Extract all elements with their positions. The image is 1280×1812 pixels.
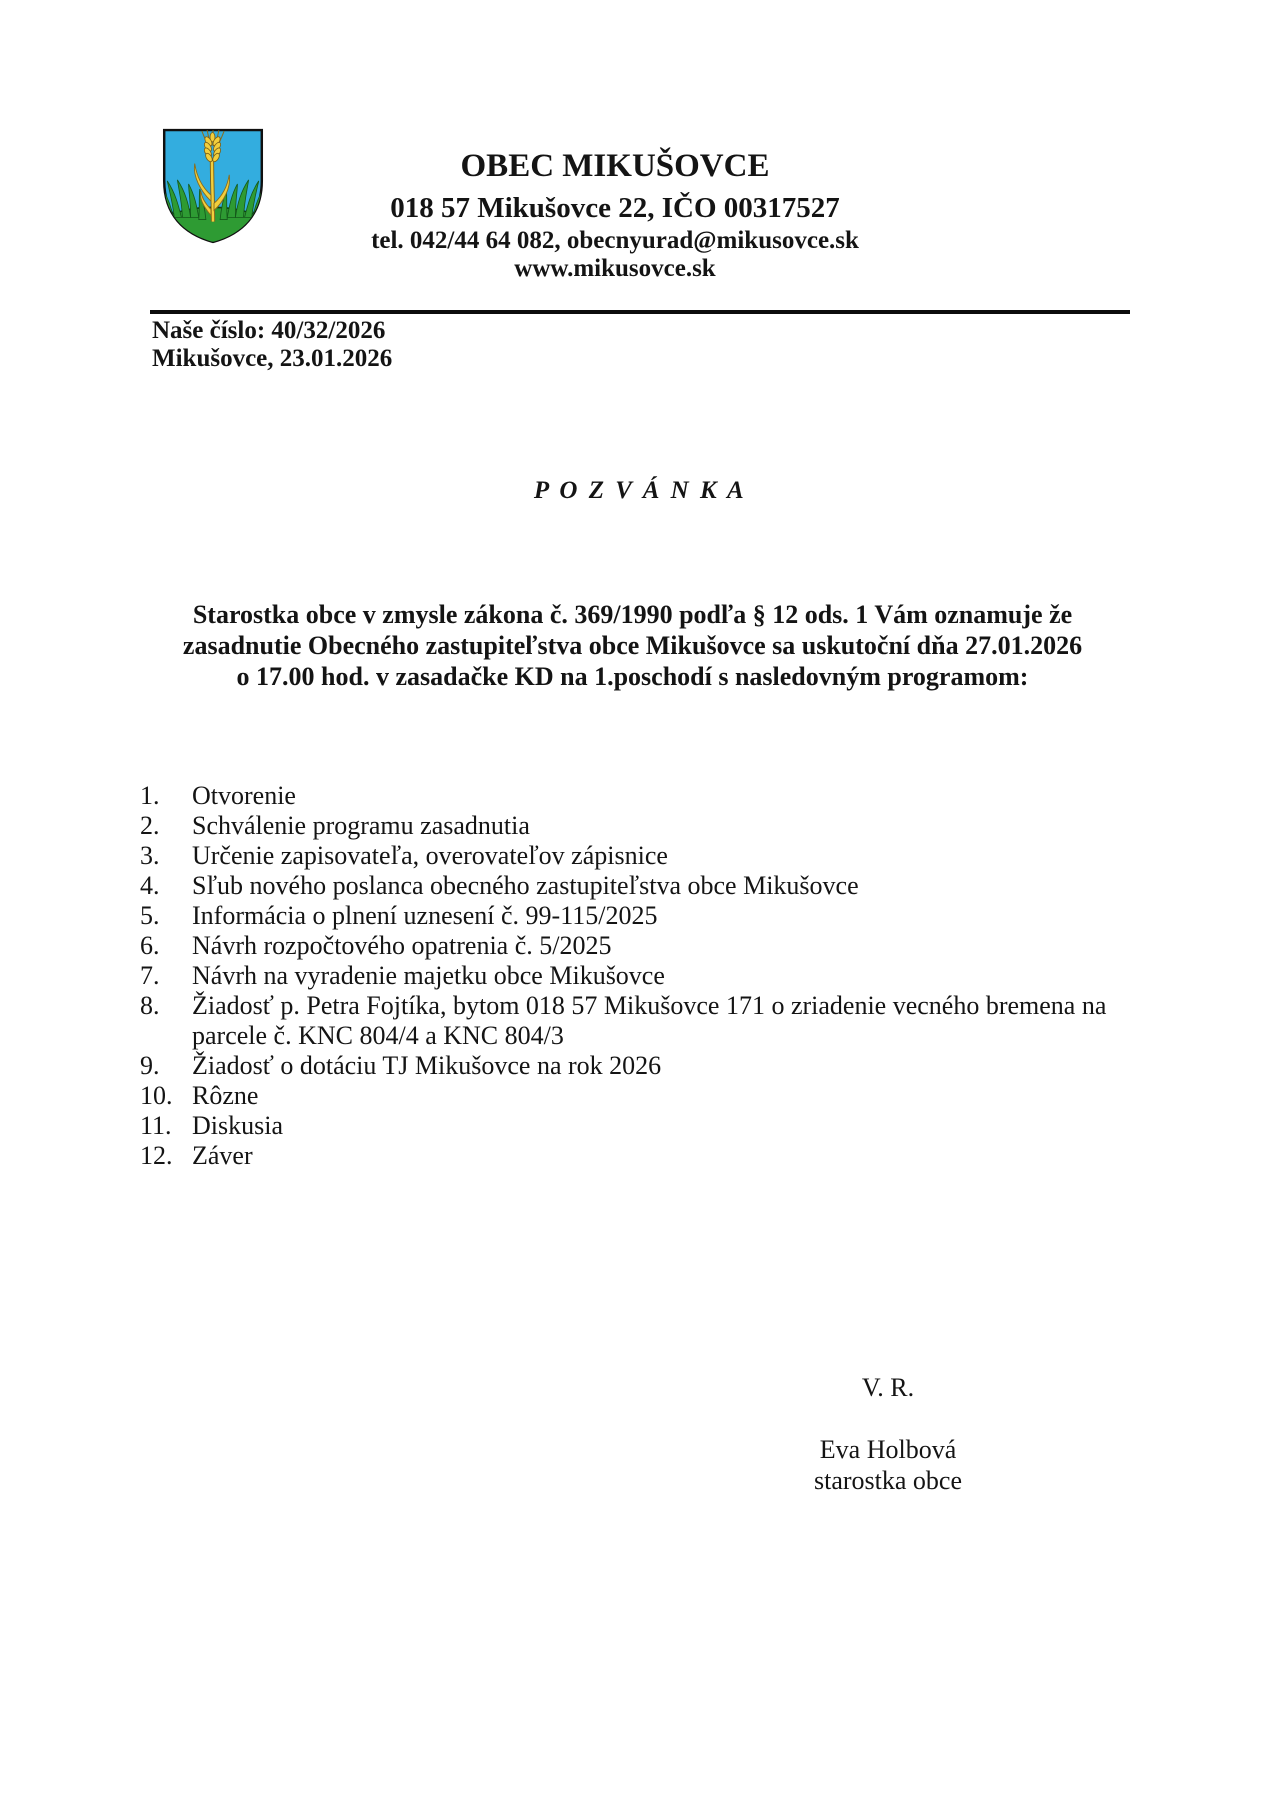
agenda-item-number: 8. xyxy=(140,991,160,1020)
signatory-name: Eva Holbová xyxy=(819,1435,957,1464)
agenda-item-text: Návrh na vyradenie majetku obce Mikušovce xyxy=(192,961,665,990)
signature-spacer xyxy=(688,1403,1088,1434)
agenda-list xyxy=(140,781,1120,1171)
agenda-item-number: 10. xyxy=(140,1081,173,1110)
agenda-item-text: Otvorenie xyxy=(192,781,296,810)
agenda-item-text: Žiadosť o dotáciu TJ Mikušovce na rok 2026 xyxy=(192,1051,662,1080)
agenda-item-number: 11. xyxy=(140,1111,172,1140)
reference-place-date: Mikušovce, 23.01.2026 xyxy=(152,345,393,372)
signatory-role: starostka obce xyxy=(813,1466,962,1495)
agenda-item xyxy=(140,1141,1120,1171)
agenda-item-number: 6. xyxy=(140,931,160,960)
header-address: 018 57 Mikušovce 22, IČO 00317527 xyxy=(390,192,840,224)
agenda-item-number: 4. xyxy=(140,871,160,900)
agenda-item xyxy=(140,1111,1120,1141)
agenda-item xyxy=(140,961,1120,991)
agenda-item-number: 12. xyxy=(140,1141,173,1170)
header-contact: tel. 042/44 64 082, obecnyurad@mikusovce.sk xyxy=(371,227,859,254)
agenda-item xyxy=(140,991,1120,1051)
agenda-item-text: Schválenie programu zasadnutia xyxy=(192,811,530,840)
agenda-item xyxy=(140,931,1120,961)
municipal-coat-of-arms-icon xyxy=(160,126,266,248)
agenda-item-number: 2. xyxy=(140,811,160,840)
agenda-item-text: Určenie zapisovateľa, overovateľov zápisnice xyxy=(192,841,668,870)
document-title: P O Z V Á N K A xyxy=(533,477,747,504)
vr-mark: V. R. xyxy=(861,1373,915,1402)
municipality-name: OBEC MIKUŠOVCE xyxy=(460,148,770,184)
header-separator-line xyxy=(150,310,1130,314)
agenda-item xyxy=(140,811,1120,841)
agenda-item xyxy=(140,871,1120,901)
agenda-item-text: Informácia o plnení uznesení č. 99-115/2025 xyxy=(192,901,658,930)
agenda-item xyxy=(140,901,1120,931)
intro-paragraph xyxy=(180,599,1085,692)
header-website: www.mikusovce.sk xyxy=(514,255,716,282)
agenda-item-number: 9. xyxy=(140,1051,160,1080)
agenda-item xyxy=(140,781,1120,811)
agenda-item-text: Rôzne xyxy=(192,1081,259,1110)
intro-line: o 17.00 hod. v zasadačke KD na 1.poschodí s nasledovným programom: xyxy=(236,662,1029,691)
wheat-stem xyxy=(212,159,213,222)
agenda-item-text: Návrh rozpočtového opatrenia č. 5/2025 xyxy=(192,931,612,960)
agenda-item xyxy=(140,1081,1120,1111)
agenda-item-text: Sľub nového poslanca obecného zastupiteľstva obce Mikušovce xyxy=(192,871,859,900)
agenda-item xyxy=(140,841,1120,871)
intro-line: zasadnutie Obecného zastupiteľstva obce Mikušovce sa uskutoční dňa 27.01.2026 xyxy=(182,631,1083,660)
agenda-item-text: Záver xyxy=(192,1141,253,1170)
agenda-item-text: Žiadosť p. Petra Fojtíka, bytom 018 57 Mikušovce 171 o zriadenie vecného bremena na parcele č. KNC 804/4 a KNC 804/3 xyxy=(192,991,1107,1050)
intro-line: Starostka obce v zmysle zákona č. 369/1990 podľa § 12 ods. 1 Vám oznamuje že xyxy=(192,600,1073,629)
agenda-item-number: 3. xyxy=(140,841,160,870)
agenda-item-text: Diskusia xyxy=(192,1111,283,1140)
agenda-item-number: 5. xyxy=(140,901,160,930)
reference-number: Naše číslo: 40/32/2026 xyxy=(152,317,386,344)
agenda-item-number: 7. xyxy=(140,961,160,990)
reference-block xyxy=(152,317,392,373)
signature-block xyxy=(688,1372,1088,1496)
agenda-item-number: 1. xyxy=(140,781,160,810)
agenda-item xyxy=(140,1051,1120,1081)
